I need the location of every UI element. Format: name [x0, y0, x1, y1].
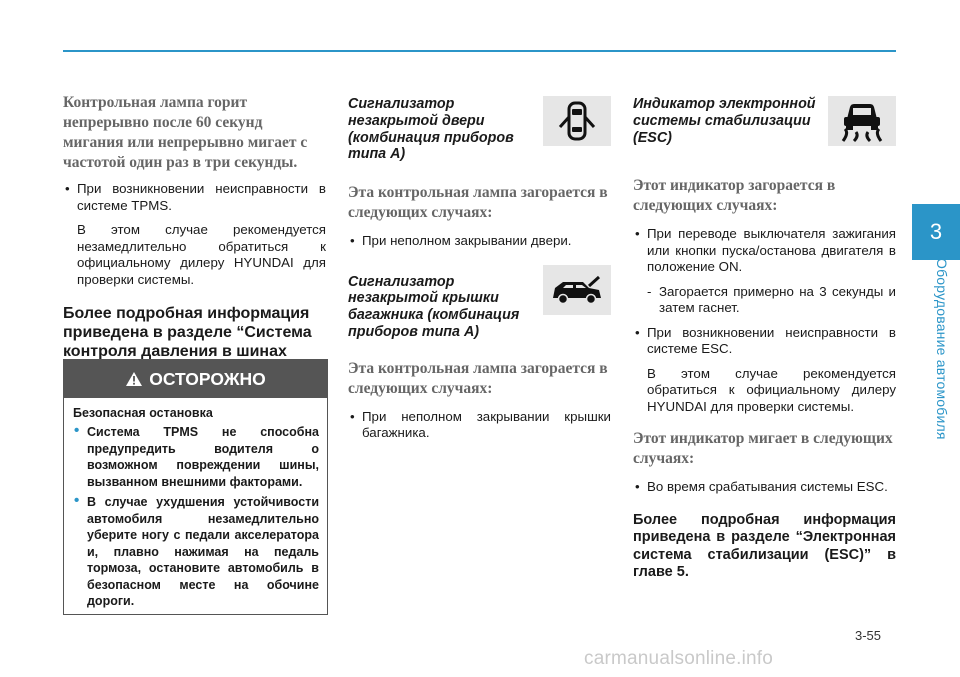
esc-bullet: • При возникновении неисправности в системе ESC.	[635, 324, 896, 357]
esc-icon	[828, 96, 896, 146]
esc-bullet: • Во время срабатывания системы ESC.	[635, 479, 888, 495]
trunk-open-icon	[543, 265, 611, 315]
warning-title: Безопасная остановка	[73, 406, 213, 420]
warning-item: • Система TPMS не способна предупредить водителя о возможном повреждении шины, вызванном внешними факторами.	[74, 422, 319, 489]
header-rule	[63, 50, 896, 52]
tpms-intro: Контрольная лампа горит непрерывно после 60 секунд мигания или непрерывно мигает с частотой один раз в три секунды.	[63, 94, 308, 171]
watermark: carmanualsonline.info	[584, 648, 774, 669]
esc-reference: Более подробная информация приведена в разделе “Электронная система стабилизации (ESC)” в главе 5.	[633, 511, 896, 581]
door-warning-title: Сигнализатор незакрытой двери (комбинация приборов типа A)	[348, 96, 514, 163]
warning-item: • В случае ухудшения устойчивости автомобиля незамедлительно уберите ногу с педали акселератора и, плавно нажимая на педаль тормоза, остановите автомобиль в безопасном месте на обочине дороги.	[74, 492, 319, 608]
esc-subhead-on: Этот индикатор загорается в следующих случаях:	[633, 177, 836, 215]
esc-bullet-note: В этом случае рекомендуется обратиться к официальному дилеру HYUNDAI для проверки системы.	[647, 365, 896, 414]
door-open-icon	[543, 96, 611, 146]
esc-dash: - Загорается примерно на 3 секунды и затем гаснет.	[647, 283, 896, 316]
warning-box	[63, 359, 328, 615]
tpms-bullet-note: В этом случае рекомендуется незамедлительно обратиться к официальному дилеру HYUNDAI для проверки системы.	[77, 222, 326, 287]
tpms-reference: Более подробная информация приведена в разделе “Система контроля давления в шинах	[63, 305, 312, 360]
esc-bullet: • При переводе выключателя зажигания или кнопки пуска/останова двигателя в положение ON.	[635, 226, 896, 275]
trunk-bullet: • При неполном закрывании крышки багажника.	[350, 408, 611, 441]
page-number: 3-55	[855, 628, 882, 643]
column-3	[633, 96, 896, 582]
esc-subhead-blink: Этот индикатор мигает в следующих случаях:	[633, 430, 893, 468]
chapter-tab: 3	[912, 204, 960, 260]
warning-triangle-icon	[125, 371, 143, 387]
trunk-warning-title: Сигнализатор незакрытой крышки багажника (комбинация приборов типа A)	[348, 273, 520, 341]
column-1	[63, 93, 326, 380]
warning-header: ОСТОРОЖНО	[64, 360, 327, 398]
door-bullet: • При неполном закрывании двери.	[350, 233, 572, 249]
trunk-subhead: Эта контрольная лампа загорается в следующих случаях:	[348, 359, 608, 397]
door-subhead: Эта контрольная лампа загорается в следующих случаях:	[348, 184, 608, 222]
tpms-bullet: • При возникновении неисправности в системе TPMS.	[65, 181, 326, 213]
chapter-title: Оборудование автомобиля	[934, 258, 950, 440]
esc-title: Индикатор электронной системы стабилизации (ESC)	[633, 96, 816, 146]
